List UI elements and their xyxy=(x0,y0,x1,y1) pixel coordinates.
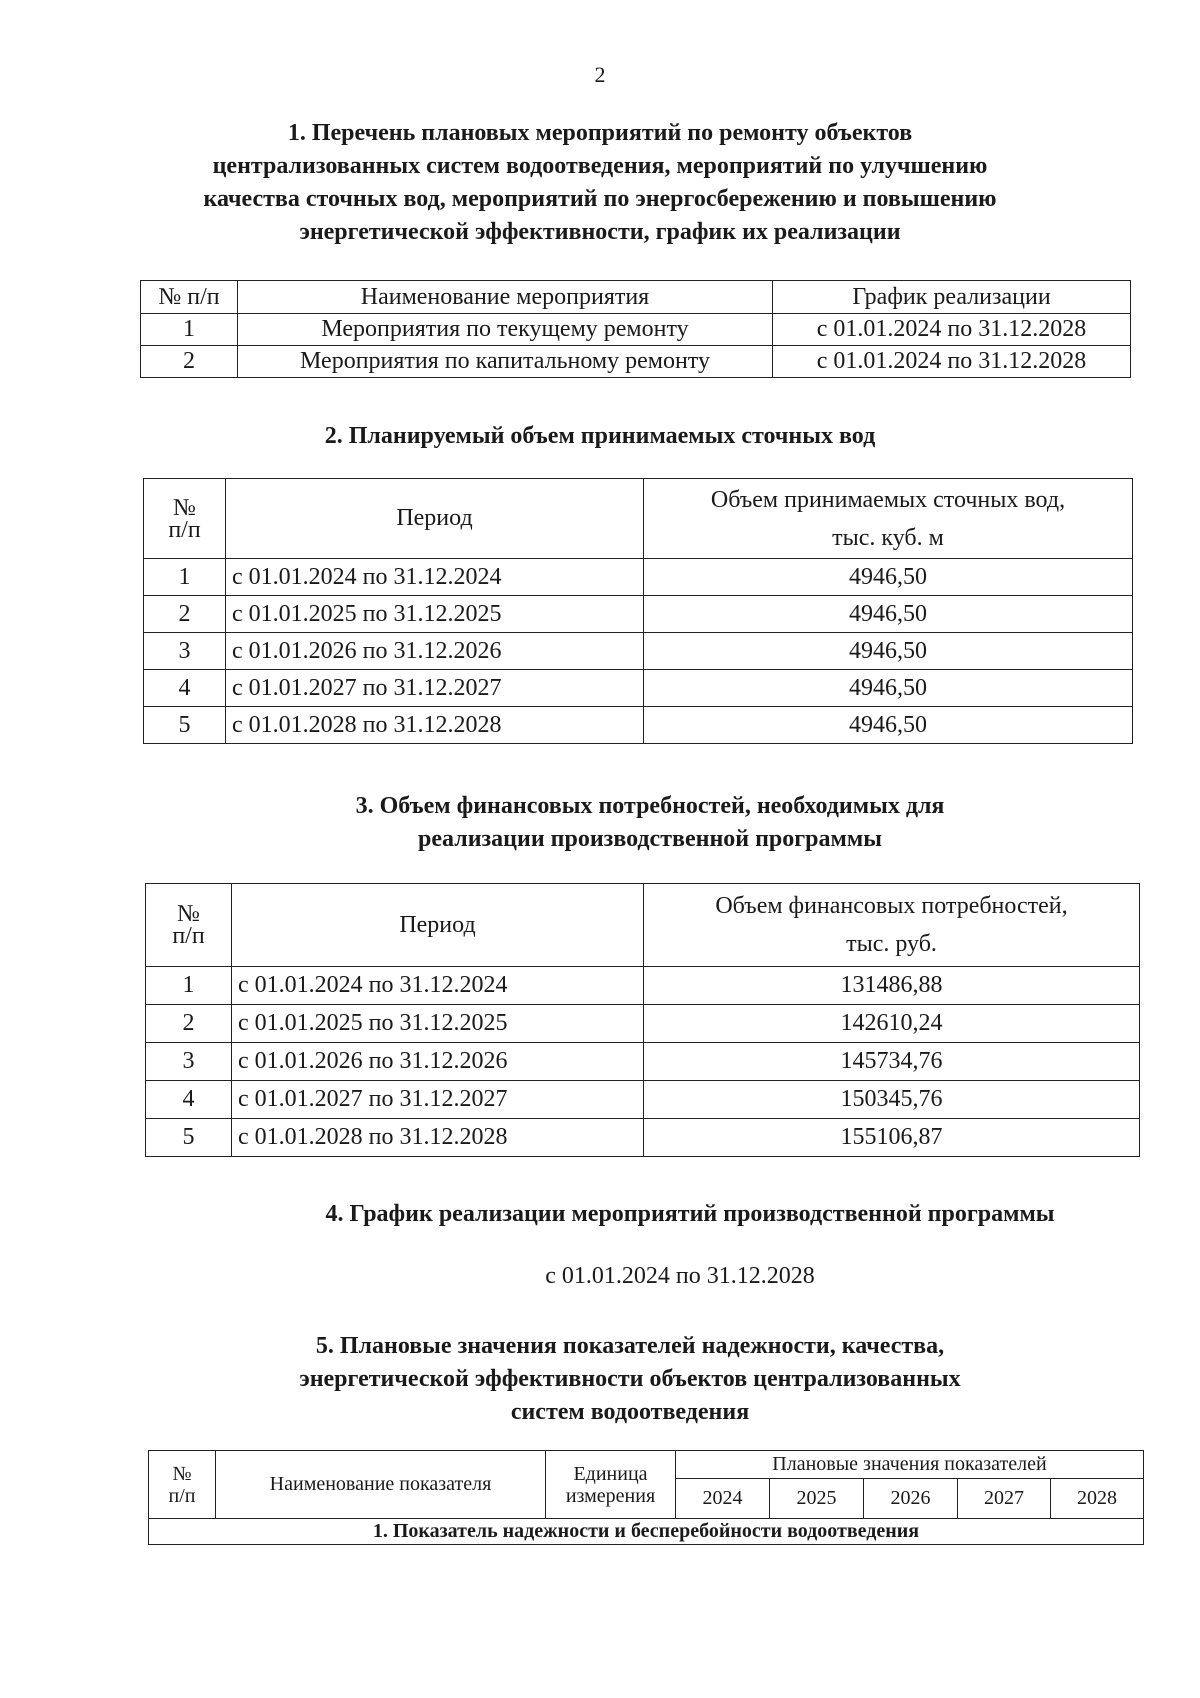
header-line: п/п xyxy=(168,1484,196,1507)
table-cell: с 01.01.2026 по 31.12.2026 xyxy=(226,633,644,670)
table-row xyxy=(144,633,1133,670)
table-cell: 2 xyxy=(146,1005,232,1043)
header-line: тыс. куб. м xyxy=(832,524,944,551)
column-header: Наименование мероприятия xyxy=(238,281,773,314)
header-line: Единица xyxy=(573,1462,648,1485)
header-line: измерения xyxy=(565,1484,656,1507)
table-cell: 1 xyxy=(146,967,232,1005)
table-row xyxy=(146,1081,1140,1119)
page-number: 2 xyxy=(594,62,606,87)
section1-title-line: качества сточных вод, мероприятий по энергосбережению и повышению xyxy=(203,186,997,212)
table-row xyxy=(146,1043,1140,1081)
table-cell: с 01.01.2025 по 31.12.2025 xyxy=(226,596,644,633)
table-row xyxy=(146,1005,1140,1043)
table-cell: с 01.01.2027 по 31.12.2027 xyxy=(226,670,644,707)
table-cell: с 01.01.2024 по 31.12.2024 xyxy=(232,967,644,1005)
table-cell: 1 xyxy=(144,559,226,596)
table-cell: с 01.01.2024 по 31.12.2028 xyxy=(773,314,1131,346)
section5-title-line: систем водоотведения xyxy=(510,1399,750,1425)
table-cell: 2 xyxy=(144,596,226,633)
year-header: 2025 xyxy=(770,1479,864,1519)
table-cell: 4946,50 xyxy=(644,559,1133,596)
table-cell: 3 xyxy=(144,633,226,670)
table-cell: с 01.01.2028 по 31.12.2028 xyxy=(226,707,644,744)
year-header: 2028 xyxy=(1051,1479,1144,1519)
section4-title: 4. График реализации мероприятий производственной программы xyxy=(325,1201,1055,1227)
column-header xyxy=(546,1451,676,1519)
header-line: № xyxy=(177,901,200,927)
table-cell: 150345,76 xyxy=(644,1081,1140,1119)
table-cell: 131486,88 xyxy=(644,967,1140,1005)
year-header: 2026 xyxy=(864,1479,958,1519)
table-cell: 2 xyxy=(141,346,238,378)
table-cell: 4946,50 xyxy=(644,633,1133,670)
section2-title: 2. Планируемый объем принимаемых сточных вод xyxy=(324,423,876,449)
table-header-row xyxy=(149,1451,1144,1479)
table-cell: 4946,50 xyxy=(644,670,1133,707)
table-header-row xyxy=(141,281,1131,314)
table-cell: 155106,87 xyxy=(644,1119,1140,1157)
section1-title xyxy=(100,117,1100,249)
column-header: Период xyxy=(232,884,644,967)
header-line: № xyxy=(173,494,196,521)
table-cell: с 01.01.2025 по 31.12.2025 xyxy=(232,1005,644,1043)
table-cell: 5 xyxy=(146,1119,232,1157)
table-cell: 3 xyxy=(146,1043,232,1081)
table-row xyxy=(144,707,1133,744)
year-header: 2027 xyxy=(958,1479,1051,1519)
table-row xyxy=(144,559,1133,596)
table-cell: с 01.01.2028 по 31.12.2028 xyxy=(232,1119,644,1157)
section1-title-line: энергетической эффективности, график их реализации xyxy=(299,219,901,245)
table-cell: Мероприятия по капитальному ремонту xyxy=(238,346,773,378)
column-header xyxy=(146,884,232,967)
section3-title xyxy=(150,790,1150,856)
header-line: № xyxy=(172,1462,192,1485)
table-cell: 142610,24 xyxy=(644,1005,1140,1043)
column-header: Плановые значения показателей xyxy=(676,1451,1144,1479)
table-header-row xyxy=(144,479,1133,559)
section1-title-line: 1. Перечень плановых мероприятий по ремонту объектов xyxy=(287,120,913,146)
table-cell: 4946,50 xyxy=(644,707,1133,744)
table-row xyxy=(144,670,1133,707)
column-header: Период xyxy=(226,479,644,559)
table-row xyxy=(144,596,1133,633)
column-header xyxy=(144,479,226,559)
table-row xyxy=(141,346,1131,378)
table-row xyxy=(141,314,1131,346)
header-line: тыс. руб. xyxy=(846,931,937,957)
table-row xyxy=(146,967,1140,1005)
header-line: Объем принимаемых сточных вод, xyxy=(710,486,1066,513)
table-cell: 5 xyxy=(144,707,226,744)
table-cell: Мероприятия по текущему ремонту xyxy=(238,314,773,346)
table-cell: с 01.01.2024 по 31.12.2024 xyxy=(226,559,644,596)
column-header: График реализации xyxy=(773,281,1131,314)
section5-title xyxy=(130,1330,1130,1429)
section5-title-line: 5. Плановые значения показателей надежности, качества, xyxy=(315,1333,945,1359)
header-line: п/п xyxy=(168,516,201,543)
column-header: Наименование показателя xyxy=(216,1451,546,1519)
indicators-table xyxy=(148,1450,1144,1545)
column-header xyxy=(149,1451,216,1519)
table-cell: 4 xyxy=(146,1081,232,1119)
section1-title-line: централизованных систем водоотведения, мероприятий по улучшению xyxy=(212,153,988,179)
section5-title-line: энергетической эффективности объектов централизованных xyxy=(299,1366,961,1392)
table-cell: с 01.01.2026 по 31.12.2026 xyxy=(232,1043,644,1081)
column-header xyxy=(644,479,1133,559)
table-row xyxy=(146,1119,1140,1157)
year-header: 2024 xyxy=(676,1479,770,1519)
table-cell: 1 xyxy=(141,314,238,346)
section4-period: с 01.01.2024 по 31.12.2028 xyxy=(545,1263,815,1289)
table-cell: с 01.01.2027 по 31.12.2027 xyxy=(232,1081,644,1119)
table-cell: 4 xyxy=(144,670,226,707)
table-cell: 4946,50 xyxy=(644,596,1133,633)
column-header xyxy=(644,884,1140,967)
wastewater-volume-table xyxy=(143,478,1133,744)
section3-title-line: реализации производственной программы xyxy=(418,826,882,852)
measures-table xyxy=(140,280,1131,378)
column-header: № п/п xyxy=(141,281,238,314)
table-cell: с 01.01.2024 по 31.12.2028 xyxy=(773,346,1131,378)
table-subheader-row xyxy=(149,1519,1144,1545)
section3-title-line: 3. Объем финансовых потребностей, необходимых для xyxy=(355,793,945,819)
table-subheader: 1. Показатель надежности и бесперебойности водоотведения xyxy=(149,1519,1144,1545)
table-cell: 145734,76 xyxy=(644,1043,1140,1081)
header-line: Объем финансовых потребностей, xyxy=(715,893,1068,919)
financial-needs-table xyxy=(145,883,1140,1157)
table-header-row xyxy=(146,884,1140,967)
header-line: п/п xyxy=(172,923,205,949)
